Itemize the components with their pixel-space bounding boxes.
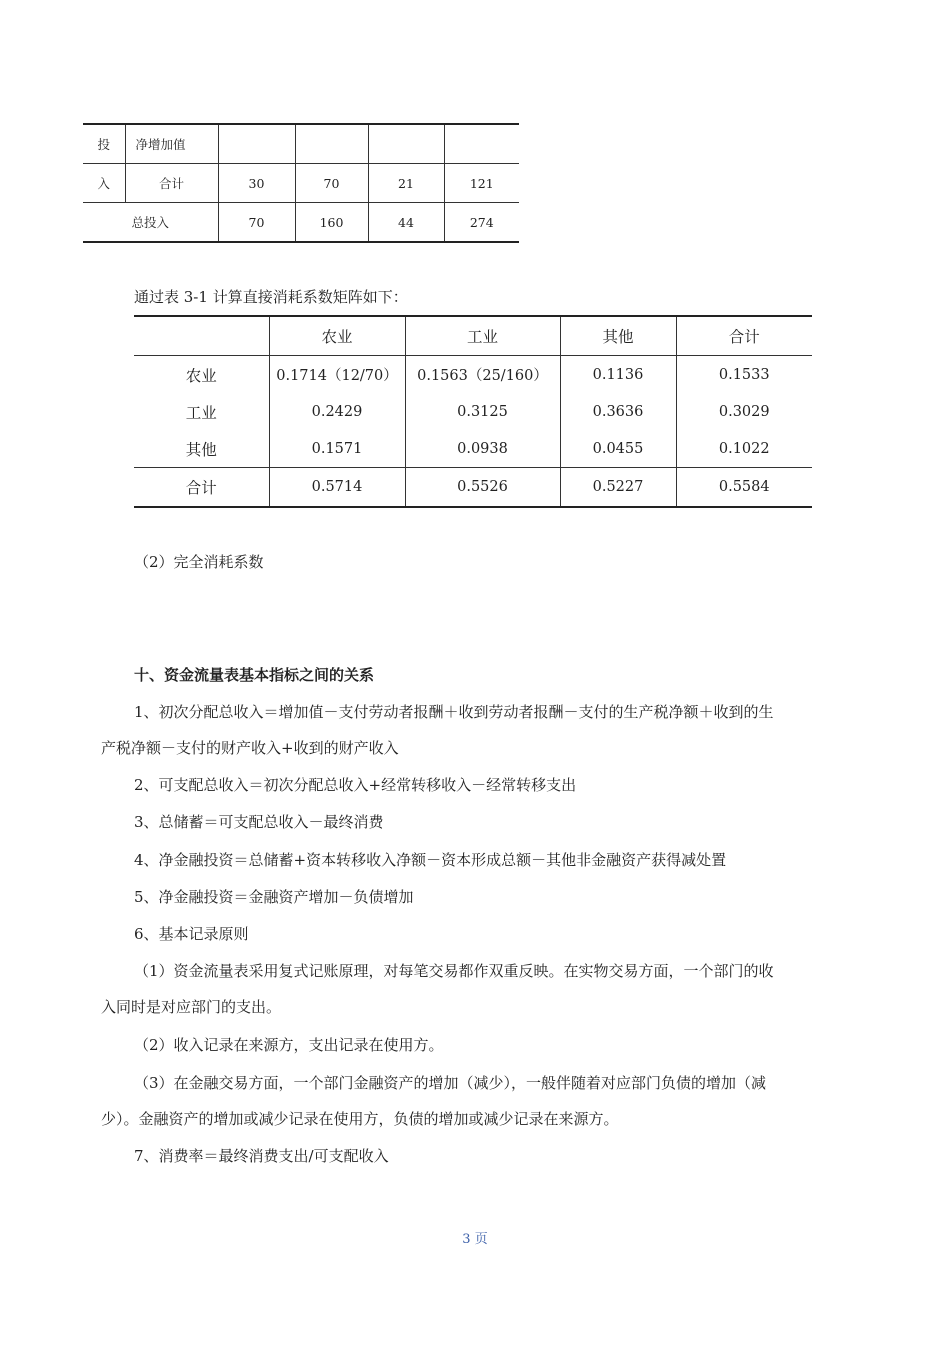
paragraph-line: （2）收入记录在来源方，支出记录在使用方。 bbox=[134, 1036, 444, 1054]
row-label: 其他 bbox=[185, 440, 217, 459]
paragraph-line: （3）在金融交易方面，一个部门金融资产的增加（减少），一般伴随着对应部门负债的增加（减 bbox=[134, 1074, 767, 1092]
paragraph-line: 4、净金融投资＝总储蓄+资本转移收入净额－资本形成总额－其他非金融资产获得减处置 bbox=[134, 851, 727, 869]
table-cell: 30 bbox=[218, 164, 295, 203]
column-header: 其他 bbox=[560, 316, 676, 356]
section-title: 十、资金流量表基本指标之间的关系 bbox=[134, 666, 375, 684]
row-label: 农业 bbox=[185, 366, 217, 385]
table-cell bbox=[218, 124, 295, 164]
paragraph-line: 3、总储蓄＝可支配总收入－最终消费 bbox=[134, 813, 384, 831]
table-cell: 0.5584 bbox=[676, 468, 812, 508]
table-cell: 121 bbox=[444, 164, 519, 203]
row-label: 合计 bbox=[125, 164, 218, 203]
table-cell: 0.0938 bbox=[405, 430, 560, 468]
table-cell: 0.3125 bbox=[405, 393, 560, 430]
table-cell: 0.5227 bbox=[560, 468, 676, 508]
table-cell: 0.1533 bbox=[676, 356, 812, 394]
paragraph-line: 产税净额－支付的财产收入+收到的财产收入 bbox=[101, 739, 399, 757]
paragraph-line: 少）。金融资产的增加或减少记录在使用方，负债的增加或减少记录在来源方。 bbox=[101, 1110, 619, 1128]
row-label: 合计 bbox=[134, 468, 269, 508]
table-cell: 0.5526 bbox=[405, 468, 560, 508]
table-cell: 160 bbox=[295, 203, 368, 243]
table-row bbox=[134, 356, 812, 394]
subsection-heading: （2）完全消耗系数 bbox=[134, 553, 264, 571]
paragraph-line: 6、基本记录原则 bbox=[134, 925, 249, 943]
input-table-fragment bbox=[83, 123, 519, 243]
column-header: 工业 bbox=[405, 316, 560, 356]
row-label: 净增加值 bbox=[125, 124, 218, 164]
column-header bbox=[134, 316, 269, 356]
row-label: 工业 bbox=[185, 403, 217, 422]
table-cell: 0.3636 bbox=[560, 393, 676, 430]
page-number: 3 页 bbox=[462, 1232, 488, 1247]
row-label: 总投入 bbox=[83, 203, 218, 243]
table-row bbox=[83, 124, 519, 164]
table-cell: 0.1136 bbox=[560, 356, 676, 394]
table-cell: 0.1571 bbox=[269, 430, 405, 468]
direct-consumption-coefficient-table bbox=[134, 315, 812, 508]
table-cell: 0.1022 bbox=[676, 430, 812, 468]
table-cell bbox=[295, 124, 368, 164]
paragraph-line: 1、初次分配总收入＝增加值－支付劳动者报酬＋收到劳动者报酬－支付的生产税净额＋收到的生 bbox=[134, 703, 774, 721]
table-row bbox=[134, 393, 812, 430]
row-group-label: 入 bbox=[83, 164, 125, 203]
paragraph-line: 2、可支配总收入＝初次分配总收入+经常转移收入－经常转移支出 bbox=[134, 776, 577, 794]
column-header: 合计 bbox=[676, 316, 812, 356]
column-header: 农业 bbox=[269, 316, 405, 356]
paragraph-line: 入同时是对应部门的支出。 bbox=[101, 998, 282, 1016]
table-cell: 274 bbox=[444, 203, 519, 243]
table-intro-text: 通过表 3-1 计算直接消耗系数矩阵如下： bbox=[134, 288, 408, 306]
table-cell: 21 bbox=[368, 164, 444, 203]
table-total-row bbox=[134, 468, 812, 508]
table-row bbox=[83, 203, 519, 243]
paragraph-line: （1）资金流量表采用复式记账原理，对每笔交易都作双重反映。在实物交易方面，一个部门的收 bbox=[134, 962, 774, 980]
table-cell: 0.1714（12/70） bbox=[269, 356, 405, 394]
paragraph-line: 5、净金融投资＝金融资产增加－负债增加 bbox=[134, 888, 414, 906]
table-cell: 0.3029 bbox=[676, 393, 812, 430]
table-cell: 0.0455 bbox=[560, 430, 676, 468]
table-cell: 44 bbox=[368, 203, 444, 243]
table-cell bbox=[368, 124, 444, 164]
table-cell: 70 bbox=[295, 164, 368, 203]
table-cell: 0.1563（25/160） bbox=[405, 356, 560, 394]
row-group-label: 投 bbox=[83, 124, 125, 164]
table-cell: 0.2429 bbox=[269, 393, 405, 430]
table-row bbox=[134, 430, 812, 468]
table-row bbox=[83, 164, 519, 203]
table-header-row bbox=[134, 316, 812, 356]
paragraph-line: 7、消费率＝最终消费支出/可支配收入 bbox=[134, 1147, 389, 1165]
table-cell: 0.5714 bbox=[269, 468, 405, 508]
table-cell: 70 bbox=[218, 203, 295, 243]
table-cell bbox=[444, 124, 519, 164]
